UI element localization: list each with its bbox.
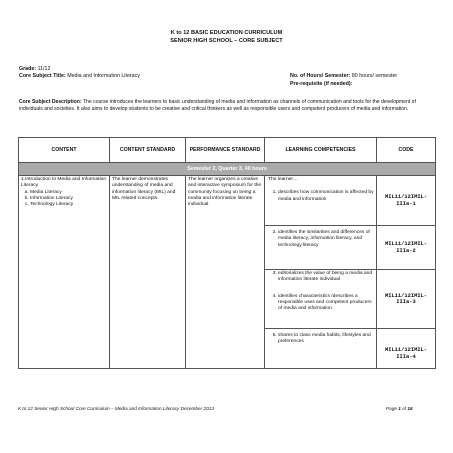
table-row <box>19 176 436 226</box>
list-item: a. Media Literacy <box>30 190 107 196</box>
competency-cell <box>265 226 377 270</box>
curriculum-table <box>18 137 436 369</box>
header-performance-standard: PERFORMANCE STANDARD <box>186 138 265 163</box>
hours-label: No. of Hours/ Semester: <box>290 73 351 79</box>
page-of: of <box>400 406 408 411</box>
competency-item: 2. identifies the similarities and differences of media literacy, information literacy, and technology literacy <box>278 230 374 249</box>
header-code: CODE <box>377 138 436 163</box>
list-item: b. Information Literacy <box>30 196 107 202</box>
code-cell: MIL11/12IMIL-IIIa-2 <box>377 226 436 270</box>
semester-row <box>19 163 436 176</box>
table-header-row <box>19 138 436 163</box>
competency-cell <box>265 329 377 369</box>
doc-title-line1: K to 12 BASIC EDUCATION CURRICULUM <box>170 30 283 36</box>
code-cell: MIL11/12IMIL-IIIa-1 <box>377 176 436 226</box>
content-cell <box>19 176 110 369</box>
subject-value: Media and Information Literacy <box>67 73 140 79</box>
competency-cell <box>265 270 377 329</box>
doc-title-line2: SENIOR HIGH SCHOOL – CORE SUBJECT <box>170 38 283 44</box>
content-title: 1.Introduction to Media and Information Literacy <box>21 177 107 189</box>
header-learning-competencies: LEARNING COMPETENCIES <box>265 138 377 163</box>
footer-text: K to 12 Senior High School Core Curriculum – Media and Information Literacy December 2013 <box>18 406 214 411</box>
header-content: CONTENT <box>19 138 110 163</box>
competency-cell <box>265 176 377 226</box>
list-item: c. Technology Literacy <box>30 202 107 208</box>
competency-item: 3. editorializes the value of being a media and information literate individual <box>278 271 374 284</box>
hours-value: 80 hours/ semester <box>351 73 398 79</box>
semester-label: Semester 2, Quarter 3, 40 hours <box>19 163 436 176</box>
content-standard-cell: The learner demonstrates understanding of media and information literacy (MIL) and MIL related concepts. <box>110 176 186 369</box>
prereq-label: Pre-requisite (if needed): <box>290 81 353 87</box>
hours-row <box>290 73 397 80</box>
code-cell: MIL11/12IMIL-IIIa-3 <box>377 270 436 329</box>
competency-item: 5. shares to class media habits, lifestyles and preferences <box>278 333 374 346</box>
description-label: Core Subject Description: <box>19 99 82 105</box>
grade-label: Grade: <box>19 66 37 72</box>
description-text: The course introduces the learners to basic understanding of media and information as channels of communication and tools for the development of individuals and societies. It also aims to develop students to be creative and critical thinkers as well as responsible users and competent producers of media and information. <box>19 99 416 113</box>
competency-item: 4. identifies characteristics /describes a responsible uses and competent producers of media and information. <box>278 294 374 313</box>
page-total: 16 <box>407 406 413 411</box>
page-prefix: Page <box>386 406 399 411</box>
subject-row <box>19 73 140 80</box>
code-cell: MIL11/12IMIL-IIIa-4 <box>377 329 436 369</box>
subject-description <box>19 99 435 113</box>
header-content-standard: CONTENT STANDARD <box>110 138 186 163</box>
content-list <box>21 190 107 209</box>
competency-item: 1. describes how communication is affected by media and information <box>278 190 374 203</box>
performance-standard-cell: The learner organizes a creative and interactive symposium for the community focusing on being a media and information literate individual. <box>186 176 265 369</box>
page-current: 1 <box>398 406 401 411</box>
subject-label: Core Subject Title: <box>19 73 66 79</box>
grade-value: 11/12 <box>37 66 51 72</box>
grade-row <box>19 66 50 73</box>
page-number <box>386 406 413 411</box>
learner-lead: The learner… <box>268 177 298 182</box>
